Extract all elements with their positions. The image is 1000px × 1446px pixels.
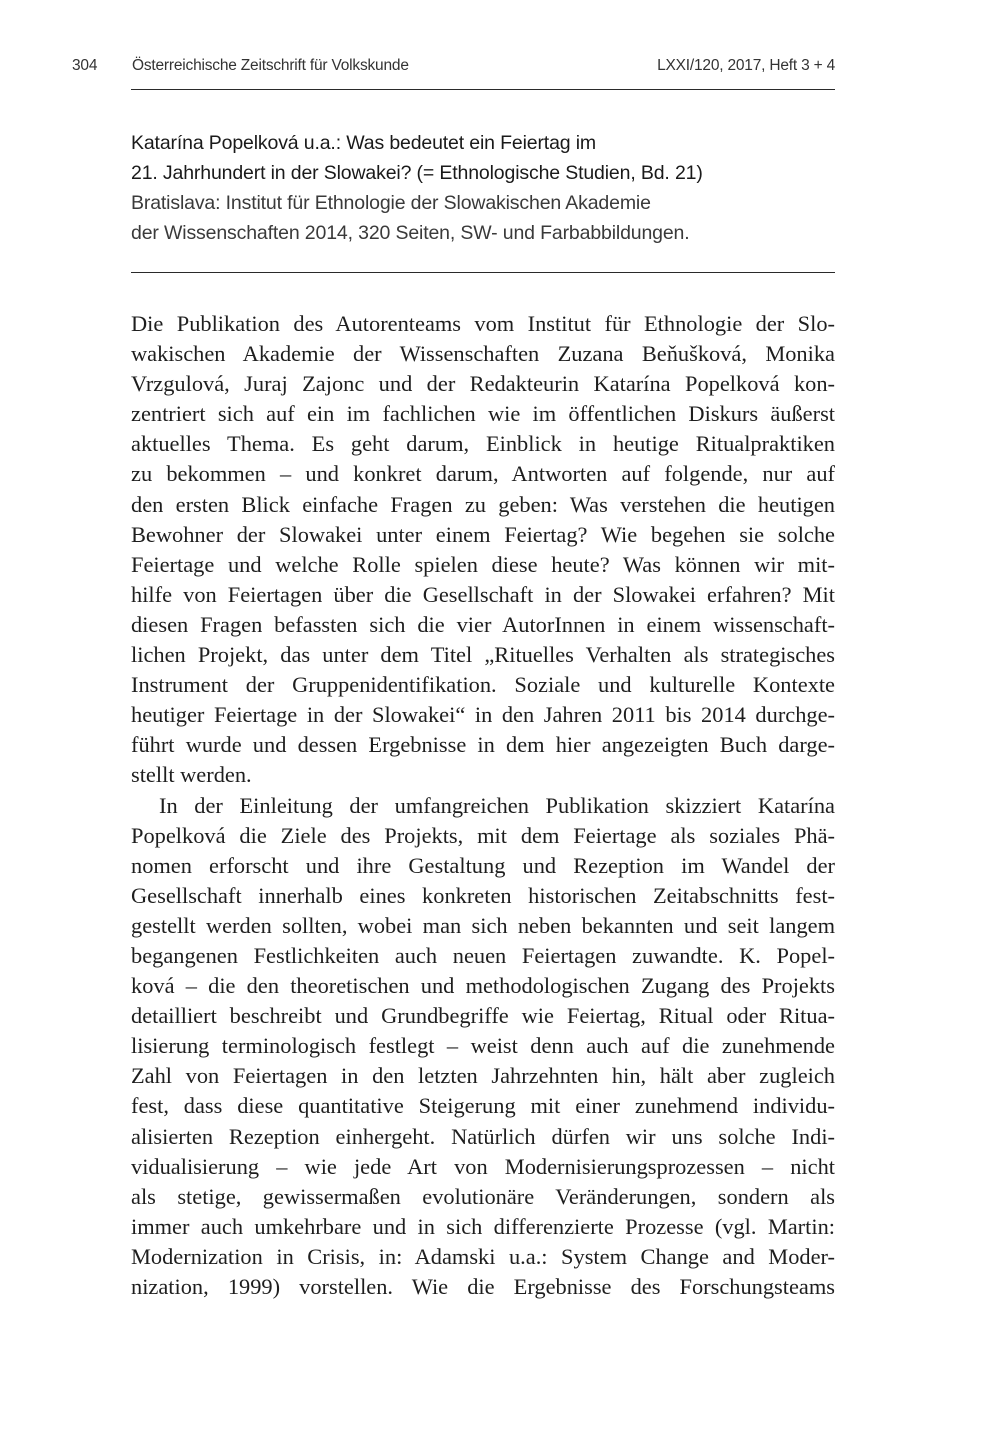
- text-line: Gesellschaft innerhalb eines konkreten historischen Zeitabschnitts fest-: [131, 882, 835, 908]
- text-line: Popelková die Ziele des Projekts, mit dem Feiertage als soziales Phä-: [131, 822, 835, 848]
- text-line: immer auch umkehrbare und in sich differenzierte Prozesse (vgl. Martin:: [131, 1213, 835, 1239]
- section-rule: [131, 272, 835, 273]
- text-line: diesen Fragen befassten sich die vier AutorInnen in einem wissenschaft-: [131, 611, 835, 637]
- text-line: detailliert beschreibt und Grundbegriffe wie Feiertag, Ritual oder Ritua-: [131, 1003, 835, 1029]
- page-number: 304: [72, 57, 98, 74]
- text-line: fest, dass diese quantitative Steigerung mit einer zunehmend individu-: [131, 1093, 835, 1119]
- text-line: Instrument der Gruppenidentifikation. Soziale und kulturelle Kontexte: [131, 672, 835, 698]
- text-line: ková – die den theoretischen und methodologischen Zugang des Projekts: [131, 973, 835, 999]
- paragraph-2: [131, 791, 835, 1303]
- text-line: heutiger Feiertage in der Slowakei“ in den Jahren 2011 bis 2014 durchge-: [131, 702, 835, 728]
- text-line: den ersten Blick einfache Fragen zu geben: Was verstehen die heutigen: [131, 491, 835, 517]
- header-rule: [131, 89, 835, 90]
- text-line: Feiertage und welche Rolle spielen diese heute? Was können wir mit-: [131, 551, 835, 577]
- text-line: stellt werden.: [131, 762, 252, 788]
- text-line: Zahl von Feiertagen in den letzten Jahrzehnten hin, hält aber zugleich: [131, 1063, 835, 1089]
- text-line: zu bekommen – und konkret darum, Antworten auf folgende, nur auf: [131, 461, 835, 487]
- publication-info-line: der Wissenschaften 2014, 320 Seiten, SW- und Farbabbildungen.: [131, 222, 690, 244]
- text-line: Modernization in Crisis, in: Adamski u.a.: System Change and Moder-: [131, 1243, 835, 1269]
- text-line: In der Einleitung der umfangreichen Publikation skizziert Katarína: [159, 792, 835, 818]
- text-line: hilfe von Feiertagen über die Gesellschaft in der Slowakei erfahren? Mit: [131, 581, 835, 607]
- review-title-line: Katarína Popelková u.a.: Was bedeutet ein Feiertag im: [131, 132, 597, 154]
- text-line: nization, 1999) vorstellen. Wie die Ergebnisse des Forschungsteams: [131, 1274, 835, 1299]
- paragraph-1: [131, 309, 835, 791]
- text-line: alisierten Rezeption einhergeht. Natürlich dürfen wir uns solche Indi-: [131, 1123, 835, 1149]
- review-body: [131, 309, 835, 1302]
- text-line: Bewohner der Slowakei unter einem Feiertag? Wie begehen sie solche: [131, 521, 835, 547]
- running-head: [72, 57, 835, 81]
- text-line: zentriert sich auf ein im fachlichen wie im öffentlichen Diskurs äußerst: [131, 401, 835, 427]
- issue-info: LXXI/120, 2017, Heft 3 + 4: [657, 57, 835, 74]
- text-line: als stetige, gewissermaßen evolutionäre Veränderungen, sondern als: [131, 1183, 835, 1209]
- text-line: Die Publikation des Autorenteams vom Institut für Ethnologie der Slo-: [131, 311, 835, 336]
- text-line: führt wurde und dessen Ergebnisse in dem hier angezeigten Buch darge-: [131, 732, 835, 758]
- text-line: aktuelles Thema. Es geht darum, Einblick in heutige Ritualpraktiken: [131, 431, 835, 457]
- text-line: lisierung terminologisch festlegt – weist denn auch auf die zunehmende: [131, 1033, 835, 1059]
- text-line: begangenen Festlichkeiten auch neuen Feiertagen zuwandte. K. Popel-: [131, 942, 835, 968]
- review-title-line: 21. Jahrhundert in der Slowakei? (= Ethnologische Studien, Bd. 21): [131, 162, 703, 184]
- text-line: nomen erforscht und ihre Gestaltung und Rezeption im Wandel der: [131, 852, 835, 878]
- text-line: wakischen Akademie der Wissenschaften Zuzana Beňušková, Monika: [131, 341, 835, 367]
- journal-title: Österreichische Zeitschrift für Volkskunde: [132, 57, 409, 74]
- text-line: gestellt werden sollten, wobei man sich neben bekannten und seit langem: [131, 912, 835, 938]
- text-line: lichen Projekt, das unter dem Titel „Rituelles Verhalten als strategisches: [131, 642, 835, 668]
- publication-info-line: Bratislava: Institut für Ethnologie der Slowakischen Akademie: [131, 192, 651, 214]
- review-bibliographic-header: [131, 128, 851, 248]
- text-line: vidualisierung – wie jede Art von Modernisierungsprozessen – nicht: [131, 1153, 835, 1179]
- text-line: Vrzgulová, Juraj Zajonc und der Redakteurin Katarína Popelková kon-: [131, 371, 835, 397]
